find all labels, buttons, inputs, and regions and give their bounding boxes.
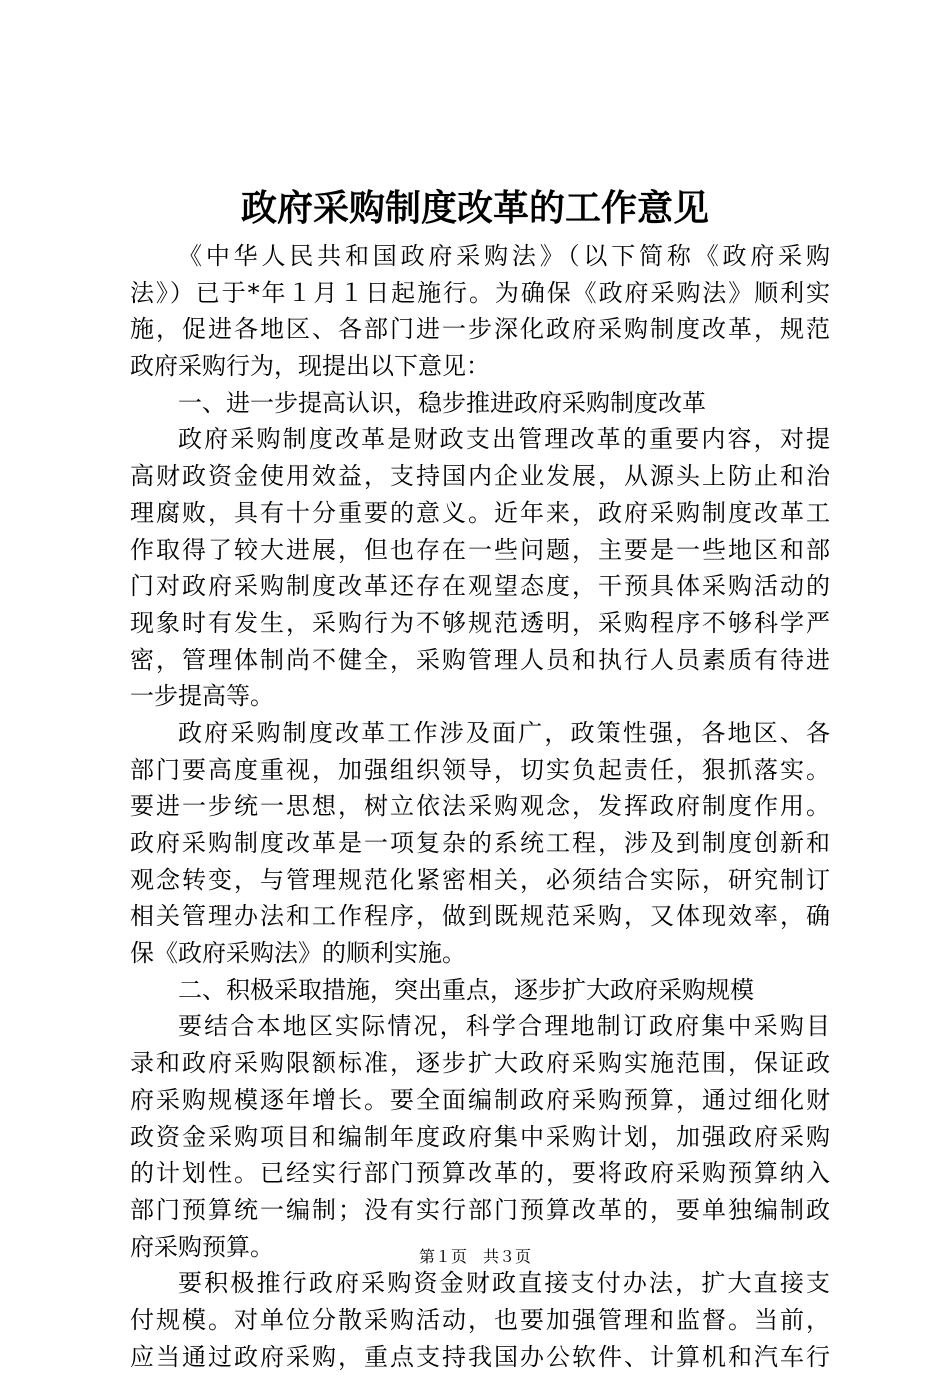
- paragraph-line: 的计划性。已经实行部门预算改革的，要将政府采购预算纳入: [130, 1159, 830, 1188]
- section-heading: 一、进一步提高认识，稳步推进政府采购制度改革: [178, 388, 706, 417]
- paragraph-line: 相关管理办法和工作程序，做到既规范采购，又体现效率，确: [130, 902, 830, 931]
- paragraph-line: 观念转变，与管理规范化紧密相关，必须结合实际，研究制订: [130, 865, 830, 894]
- paragraph-line: 保《政府采购法》的顺利实施。: [130, 939, 466, 968]
- paragraph-line: 《中华人民共和国政府采购法》（以下简称《政府采购: [178, 242, 830, 270]
- paragraph-line: 政府采购行为，现提出以下意见：: [130, 352, 490, 381]
- paragraph-line: 要结合本地区实际情况，科学合理地制订政府集中采购目: [178, 1012, 830, 1041]
- paragraph-line: 府采购预算。: [130, 1232, 274, 1261]
- section-heading: 二、积极采取措施，突出重点，逐步扩大政府采购规模: [178, 975, 754, 1004]
- paragraph-line: 要进一步统一思想，树立依法采购观念，发挥政府制度作用。: [130, 792, 830, 821]
- paragraph-line: 录和政府采购限额标准，逐步扩大政府采购实施范围，保证政: [130, 1049, 830, 1078]
- paragraph-line: 要积极推行政府采购资金财政直接支付办法，扩大直接支: [178, 1269, 830, 1298]
- page-footer: 第１页 共３页: [418, 1247, 531, 1266]
- paragraph-line: 施，促进各地区、各部门进一步深化政府采购制度改革，规范: [130, 315, 830, 344]
- paragraph-line: 部门预算统一编制；没有实行部门预算改革的，要单独编制政: [130, 1195, 830, 1224]
- paragraph-line: 政府采购制度改革是财政支出管理改革的重要内容，对提: [178, 425, 830, 454]
- paragraph-line: 现象时有发生，采购行为不够规范透明，采购程序不够科学严: [130, 608, 830, 637]
- paragraph-line: 密，管理体制尚不健全，采购管理人员和执行人员素质有待进: [130, 645, 830, 674]
- paragraph-line: 门对政府采购制度改革还存在观望态度，干预具体采购活动的: [130, 572, 830, 601]
- paragraph-line: 付规模。对单位分散采购活动，也要加强管理和监督。当前，: [130, 1305, 830, 1334]
- paragraph-line: 政府采购制度改革是一项复杂的系统工程，涉及到制度创新和: [130, 829, 830, 857]
- paragraph-line: 部门要高度重视，加强组织领导，切实负起责任，狠抓落实。: [130, 755, 830, 784]
- paragraph-line: 高财政资金使用效益，支持国内企业发展，从源头上防止和治: [130, 462, 830, 491]
- paragraph-line: 理腐败，具有十分重要的意义。近年来，政府采购制度改革工: [130, 498, 830, 527]
- paragraph-line: 政资金采购项目和编制年度政府集中采购计划，加强政府采购: [130, 1122, 830, 1151]
- paragraph-line: 府采购规模逐年增长。要全面编制政府采购预算，通过细化财: [130, 1085, 830, 1114]
- paragraph-line: 政府采购制度改革工作涉及面广，政策性强，各地区、各: [178, 718, 830, 747]
- paragraph-line: 法》）已于*年１月１日起施行。为确保《政府采购法》顺利实: [130, 278, 830, 307]
- document-title: 政府采购制度改革的工作意见: [240, 187, 709, 229]
- paragraph-line: 应当通过政府采购，重点支持我国办公软件、计算机和汽车行: [130, 1342, 830, 1371]
- document-body: [130, 238, 830, 1375]
- paragraph-line: 作取得了较大进展，但也存在一些问题，主要是一些地区和部: [130, 535, 830, 564]
- paragraph-line: 一步提高等。: [130, 682, 274, 711]
